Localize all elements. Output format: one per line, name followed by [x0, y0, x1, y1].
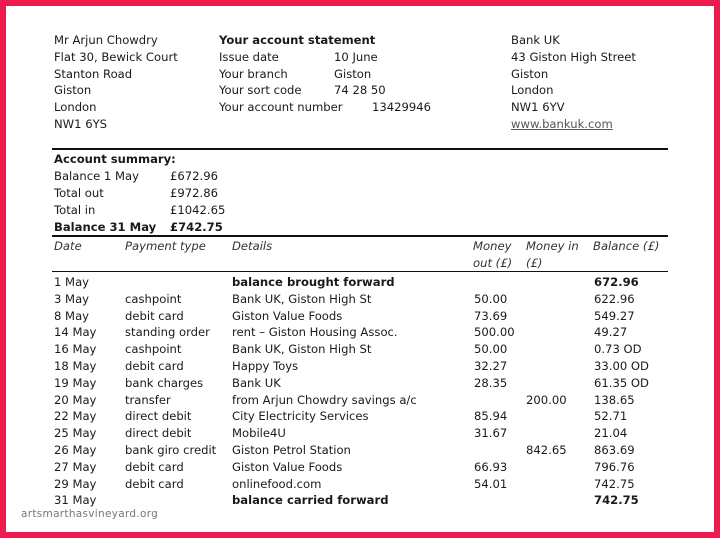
bank-line: London	[511, 83, 554, 98]
row-balance: 622.96	[594, 291, 635, 306]
statement-field-labels	[219, 49, 343, 116]
row-balance: 61.35 OD	[594, 375, 649, 390]
summary-label: Total in	[54, 203, 96, 217]
row-details: Mobile4U	[232, 426, 286, 441]
header-details: Details	[232, 239, 273, 253]
customer-line: Flat 30, Bewick Court	[54, 49, 178, 64]
branch-value: Giston	[334, 66, 372, 81]
bank-address	[511, 32, 636, 133]
customer-address	[54, 32, 178, 133]
row-out: 32.27	[474, 358, 508, 373]
header-money-in-line2: (£)	[526, 255, 543, 270]
row-balance: 52.71	[594, 409, 628, 424]
row-details: balance carried forward	[232, 493, 389, 508]
row-date: 31 May	[54, 493, 97, 508]
row-date: 29 May	[54, 476, 97, 491]
summary-value: £1042.65	[170, 203, 226, 217]
table-top-rule	[52, 235, 668, 237]
issue-date-label: Issue date	[219, 49, 279, 64]
statement-title: Your account statement	[219, 33, 376, 47]
sort-code-value: 74 28 50	[334, 83, 386, 98]
row-balance: 138.65	[594, 392, 635, 407]
row-date: 18 May	[54, 358, 97, 373]
summary-label: Total out	[54, 186, 104, 200]
sort-code-label: Your sort code	[219, 83, 302, 98]
customer-line: Stanton Road	[54, 66, 133, 81]
row-date: 19 May	[54, 375, 97, 390]
watermark-text: artsmarthasvineyard.org	[18, 508, 161, 520]
row-type: debit card	[125, 476, 184, 491]
table-row	[54, 476, 666, 493]
row-date: 3 May	[54, 291, 90, 306]
row-details: Bank UK, Giston High St	[232, 291, 372, 306]
row-out: 66.93	[474, 459, 508, 474]
row-out: 85.94	[474, 409, 508, 424]
row-out: 50.00	[474, 342, 508, 357]
header-money-out-line2: out (£)	[473, 255, 513, 270]
account-number-label: Your account number	[219, 100, 343, 115]
summary-label: Balance 31 May	[54, 220, 157, 234]
row-date: 14 May	[54, 325, 97, 340]
row-date: 27 May	[54, 459, 97, 474]
header-payment-type: Payment type	[125, 239, 206, 253]
issue-date-value: 10 June	[334, 49, 378, 64]
row-details: Giston Petrol Station	[232, 442, 351, 457]
row-balance: 33.00 OD	[594, 358, 649, 373]
table-row	[54, 324, 666, 341]
row-out: 50.00	[474, 291, 508, 306]
row-details: Happy Toys	[232, 358, 299, 373]
row-type: debit card	[125, 358, 184, 373]
table-row	[54, 291, 666, 308]
row-balance: 0.73 OD	[594, 342, 642, 357]
table-header-rule	[52, 271, 668, 272]
table-row	[54, 425, 666, 442]
row-details: Giston Value Foods	[232, 308, 343, 323]
table-row	[54, 375, 666, 392]
row-out: 54.01	[474, 476, 508, 491]
row-details: balance brought forward	[232, 275, 395, 289]
header-money-in	[526, 238, 579, 272]
customer-line: Mr Arjun Chowdry	[54, 33, 158, 47]
row-in: 200.00	[526, 392, 567, 407]
customer-line: Giston	[54, 83, 92, 98]
row-type: transfer	[125, 392, 171, 407]
summary-value: £972.86	[170, 186, 218, 200]
row-date: 26 May	[54, 442, 97, 457]
summary-title: Account summary:	[54, 152, 176, 166]
row-out: 500.00	[474, 325, 515, 340]
row-balance: 49.27	[594, 325, 628, 340]
row-details: onlinefood.com	[232, 476, 322, 491]
row-type: bank giro credit	[125, 442, 217, 457]
bank-line: NW1 6YV	[511, 100, 565, 115]
row-type: debit card	[125, 308, 184, 323]
table-row	[54, 492, 666, 509]
row-details: from Arjun Chowdry savings a/c	[232, 392, 417, 407]
table-row	[54, 358, 666, 375]
table-row	[54, 459, 666, 476]
row-balance: 549.27	[594, 308, 635, 323]
row-details: rent – Giston Housing Assoc.	[232, 325, 398, 340]
row-date: 1 May	[54, 275, 90, 289]
row-out: 31.67	[474, 426, 508, 441]
row-out: 28.35	[474, 375, 508, 390]
table-row	[54, 392, 666, 409]
row-date: 16 May	[54, 342, 97, 357]
table-row	[54, 408, 666, 425]
summary-label: Balance 1 May	[54, 169, 139, 183]
table-row	[54, 308, 666, 325]
header-date: Date	[54, 239, 82, 253]
row-details: Bank UK	[232, 375, 281, 390]
header-balance: Balance (£)	[593, 239, 660, 253]
row-details: City Electricity Services	[232, 409, 369, 424]
row-balance: 796.76	[594, 459, 635, 474]
table-row	[54, 274, 666, 291]
summary-top-rule	[52, 148, 668, 150]
row-type: cashpoint	[125, 291, 182, 306]
row-balance: 863.69	[594, 442, 635, 457]
statement-page	[6, 6, 714, 532]
row-out: 73.69	[474, 308, 508, 323]
table-row	[54, 442, 666, 459]
row-date: 20 May	[54, 392, 97, 407]
row-type: direct debit	[125, 409, 192, 424]
row-type: cashpoint	[125, 342, 182, 357]
summary-value: £742.75	[170, 220, 223, 234]
header-money-out	[473, 238, 512, 272]
row-balance: 21.04	[594, 426, 628, 441]
bank-website-link[interactable]: www.bankuk.com	[511, 116, 613, 131]
header-money-out-line1: Money	[473, 239, 512, 253]
bank-line: Bank UK	[511, 33, 560, 47]
table-row	[54, 341, 666, 358]
row-details: Giston Value Foods	[232, 459, 343, 474]
row-date: 25 May	[54, 426, 97, 441]
row-details: Bank UK, Giston High St	[232, 342, 372, 357]
row-balance: 672.96	[594, 275, 639, 289]
row-date: 22 May	[54, 409, 97, 424]
customer-line: London	[54, 100, 97, 115]
row-type: bank charges	[125, 375, 204, 390]
row-type: direct debit	[125, 426, 192, 441]
transactions-table	[54, 274, 666, 509]
bank-line: Giston	[511, 66, 549, 81]
customer-line: NW1 6YS	[54, 116, 108, 131]
row-date: 8 May	[54, 308, 90, 323]
row-balance: 742.75	[594, 493, 639, 508]
row-type: standing order	[125, 325, 210, 340]
branch-label: Your branch	[219, 66, 288, 81]
summary-value: £672.96	[170, 169, 218, 183]
account-number-value: 13429946	[372, 100, 432, 115]
bank-line: 43 Giston High Street	[511, 49, 636, 64]
row-balance: 742.75	[594, 476, 635, 491]
row-type: debit card	[125, 459, 184, 474]
header-money-in-line1: Money in	[526, 239, 579, 253]
row-in: 842.65	[526, 442, 567, 457]
